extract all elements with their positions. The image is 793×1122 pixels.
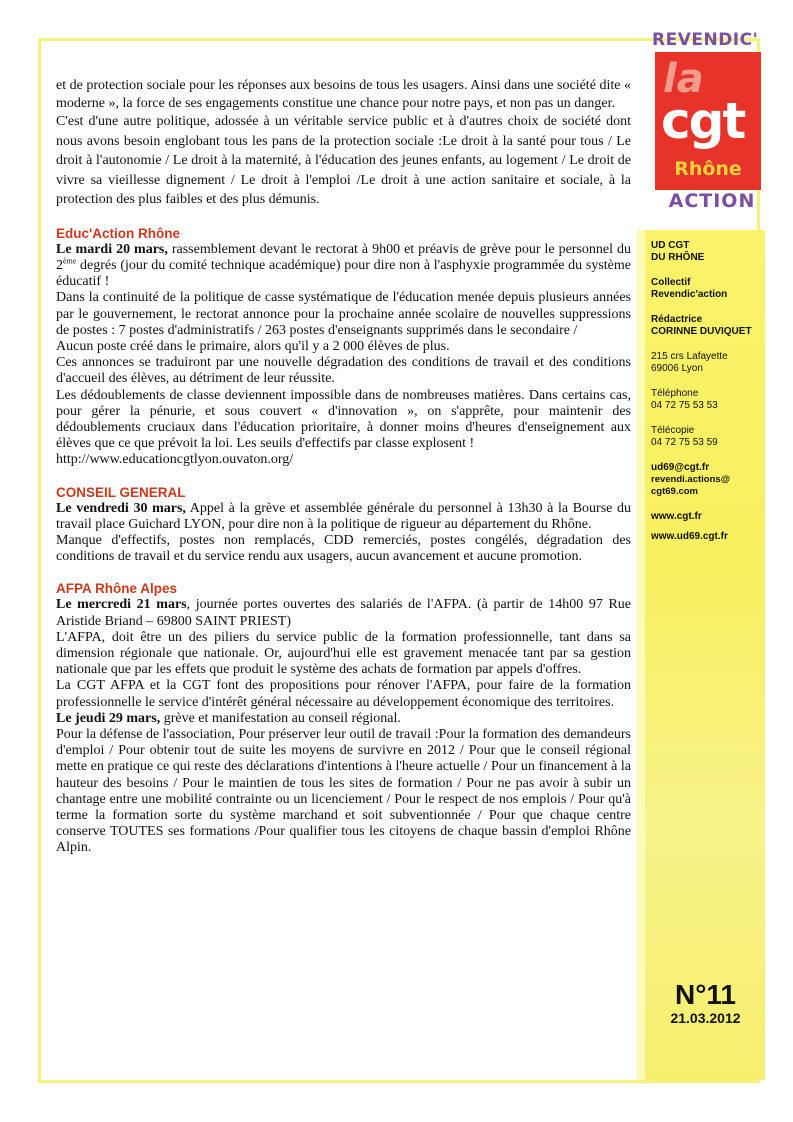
phone-label: Téléphone xyxy=(651,388,699,399)
afpa-paragraph-3: La CGT AFPA et la CGT font des propositions pour rénover l'AFPA, pour faire de la formation professionnelle le service d'intérêt général nécessaire au développement économique des territoires. xyxy=(56,678,631,710)
intro-paragraph-2: C'est d'une autre politique, adossée à un véritable service public et à d'autres choix de société dont nous avons besoin englobant tous les pans de la protection sociale :Le droit à la santé pour tous / Le droit à l'autonomie / Le droit à la maternité, à l'éducation des jeunes enfants, au logement / Le droit de vivre sa vieillesse dignement / Le droit à l'emploi /Le droit à une action sanitaire et sociale, à la protection des plus faibles et des plus démunis. xyxy=(56,114,631,208)
collectif-line1: Collectif xyxy=(651,277,691,288)
phone-number: 04 72 75 53 53 xyxy=(651,400,718,411)
conseil-paragraph-2: Manque d'effectifs, postes non remplacés, CDD remerciés, postes congélés, dégradation des conditions de travail et du service rendu aux usagers, aucun avancement et aucune promotion. xyxy=(56,532,631,565)
conseil-lead xyxy=(56,501,631,533)
web-link-1[interactable]: www.cgt.fr xyxy=(651,511,702,522)
afpa-paragraph-2: L'AFPA, doit être un des piliers du service public de la formation professionnelle, tant dans sa dimension régionale que nationale. Or, aujourd'hui elle est gravement menacée tant par sa gestion nationale que par les effets que produit le système des achats de formation par appels d'offres. xyxy=(56,629,631,678)
educ-lead-sup: ème xyxy=(63,256,77,266)
intro-section xyxy=(56,77,631,210)
web-link-2[interactable]: www.ud69.cgt.fr xyxy=(651,531,728,542)
redactrice-label: Rédactrice xyxy=(651,314,703,325)
conseil-lead-text: Appel à la grève et assemblée générale du personnel à 13h30 à la Bourse du travail place Guichard LYON, pour dire non à la politique de rigueur au département du Rhône. xyxy=(56,500,632,532)
educ-link[interactable]: http://www.educationcgtlyon.ouvaton.org/ xyxy=(56,452,294,468)
redactrice-name: CORINNE DUVIQUET xyxy=(651,326,752,337)
educ-lead xyxy=(56,242,631,291)
fax-number: 04 72 75 53 59 xyxy=(651,437,718,448)
email-link-2b[interactable]: cgt69.com xyxy=(651,486,698,497)
logo-action: ACTION xyxy=(668,190,756,212)
issue-number: N°11 xyxy=(674,979,737,1010)
afpa-p4-text: grève et manifestation au conseil régional. xyxy=(160,710,401,726)
main-column xyxy=(56,77,631,857)
conseil-heading: CONSEIL GENERAL xyxy=(56,484,186,500)
afpa-heading: AFPA Rhône Alpes xyxy=(56,581,178,597)
afpa-paragraph-5: Pour la défense de l'association, Pour préserver leur outil de travail :Pour la formation des demandeurs d'emploi / Pour obtenir tout de suite les moyens de survivre en 2012 / Pour que le conseil régional mette en pratique ce qui reste des déclarations d'intentions à l'heure actuelle / Pour un financement à la hauteur des besoins / Pour le maintien de tous les sites de formation / Pour ne pas avoir à subir un chantage entre une mobilité contrainte ou un licenciement / Pour le respect de nos emplois / Pour qu'à terme la formation sorte du système marchand et soit subventionnée / Pour que chaque centre conserve TOUTES ses formations /Pour qualifier tous les citoyens de chaque bassin d'emploi Rhône Alpin. xyxy=(56,726,631,856)
educ-section xyxy=(56,225,631,469)
collectif-line2: Revendic'action xyxy=(651,289,728,300)
issue-date: 21.03.2012 xyxy=(670,1010,741,1026)
address-line1: 215 crs Lafayette xyxy=(651,351,728,362)
intro-paragraph-1: et de protection sociale pour les réponses aux besoins de tous les usagers. Ainsi dans une société dite « moderne », la force de ses engagements constitue une chance pour notre pays, et non pas un danger. xyxy=(56,78,631,111)
conseil-lead-date: Le vendredi 30 mars, xyxy=(56,500,186,516)
issue-box xyxy=(648,980,763,1026)
logo-la: la xyxy=(663,56,704,102)
afpa-p4-date: Le jeudi 29 mars, xyxy=(56,710,161,726)
educ-lead-text-b: degrés (jour du comité technique académique) pour dire non à l'asphyxie programmée du système éducatif ! xyxy=(56,257,631,290)
conseil-section xyxy=(56,484,631,566)
afpa-paragraph-4 xyxy=(56,711,631,727)
email-link-2a[interactable]: revendi.actions@ xyxy=(651,474,730,485)
educ-lead-date: Le mardi 20 mars, xyxy=(56,241,168,257)
masthead xyxy=(651,240,763,556)
educ-paragraph-2: Dans la continuité de la politique de casse systématique de l'éducation menée depuis plusieurs années par le gouvernement, le rectorat annonce pour la prochaine année scolaire de nouvelles suppressions de postes : 7 postes d'administratifs / 263 postes d'enseignants supprimés dans le secondaire / xyxy=(56,290,631,338)
address-line2: 69006 Lyon xyxy=(651,363,703,374)
educ-paragraph-3: Aucun poste créé dans le primaire, alors qu'il y a 2 000 élèves de plus. xyxy=(56,338,450,354)
email-link-1[interactable]: ud69@cgt.fr xyxy=(651,462,710,473)
logo-top-text: REVENDIC' xyxy=(652,30,759,50)
afpa-lead-date: Le mercredi 21 mars xyxy=(56,597,187,613)
org-line1: UD CGT xyxy=(651,240,690,251)
educ-heading: Educ'Action Rhône xyxy=(56,225,180,241)
org-line2: DU RHÔNE xyxy=(651,252,705,263)
afpa-section xyxy=(56,580,631,856)
cgt-logo xyxy=(652,30,764,215)
logo-red-box xyxy=(655,52,761,190)
educ-lead-text-a: rassemblement devant le rectorat à 9h00 et préavis de grève pour le personnel du 2 xyxy=(56,241,631,273)
fax-label: Télécopie xyxy=(651,425,695,436)
logo-rhone: Rhône xyxy=(674,158,742,180)
afpa-lead-text: , journée portes ouvertes des salariés de l'AFPA. (à partir de 14h00 97 Rue Aristide Briand – 69800 SAINT PRIEST) xyxy=(56,597,632,629)
logo-cgt: cgt xyxy=(661,92,745,150)
educ-paragraph-4: Ces annonces se traduiront par une nouvelle dégradation des conditions de travail et des conditions d'accueil des élèves, au détriment de leur réussite. xyxy=(56,355,631,387)
afpa-lead xyxy=(56,597,631,629)
educ-paragraph-5: Les dédoublements de classe deviennent impossible dans de nombreuses matières. Dans certains cas, pour gérer la pénurie, et sous couvert « d'innovation », on s'apprête, pour maintenir des dédoublements cruciaux dans l'éducation prioritaire, à donner moins d'heures d'enseignement aux élèves que ce que prévoit la loi. Les seuils d'effectifs par classe explosent ! xyxy=(56,387,631,452)
